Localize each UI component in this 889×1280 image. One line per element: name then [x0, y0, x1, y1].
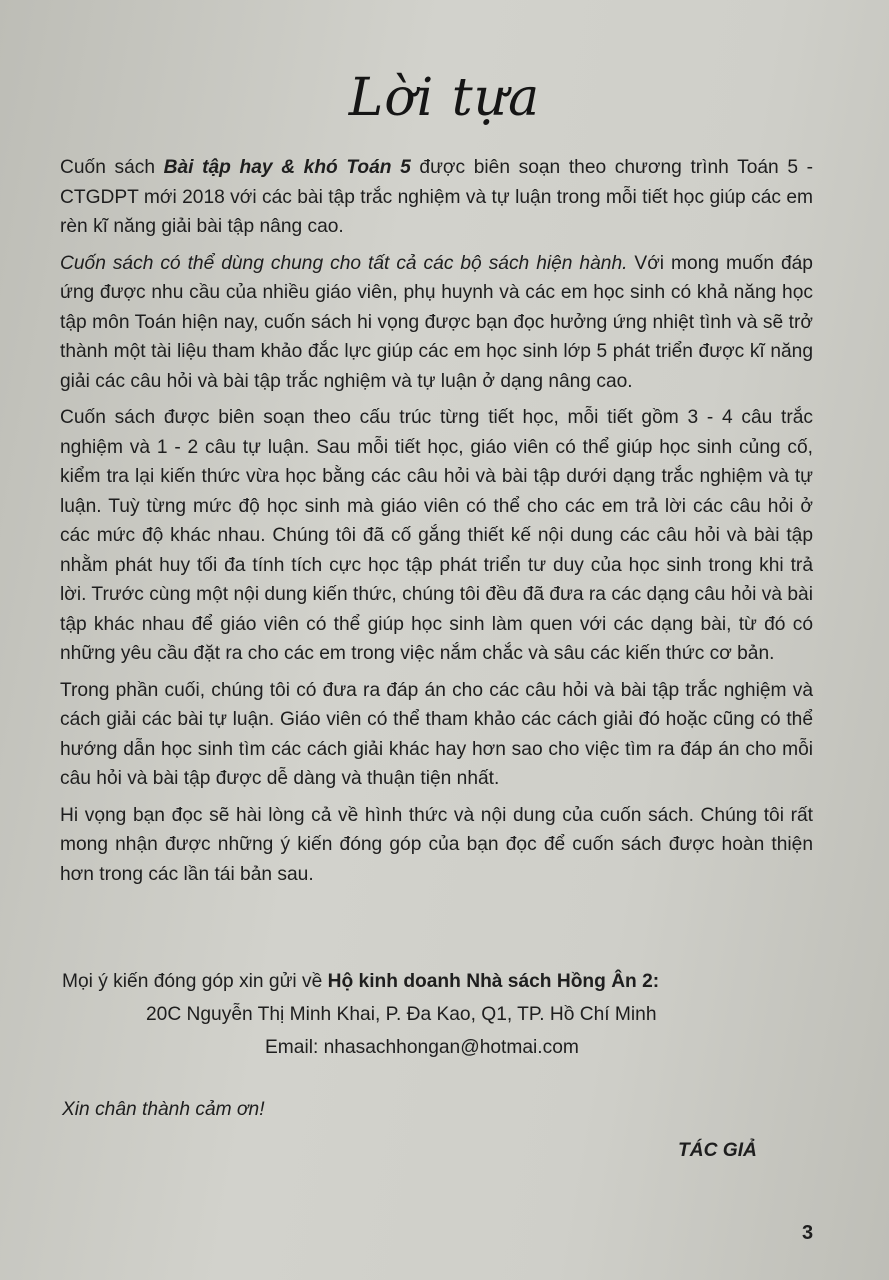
paragraph-5: Hi vọng bạn đọc sẽ hài lòng cả về hình thức và nội dung của cuốn sách. Chúng tôi rất mong nhận được những ý kiến đóng góp của bạn đọc để cuốn sách được hoàn thiện hơn trong các lần tái bản sau. — [60, 804, 813, 885]
publisher-address: 20C Nguyễn Thị Minh Khai, P. Đa Kao, Q1, TP. Hồ Chí Minh — [146, 1004, 657, 1025]
publisher-name: Hộ kinh doanh Nhà sách Hồng Ân 2: — [327, 971, 660, 992]
paragraph-4: Trong phần cuối, chúng tôi có đưa ra đáp án cho các câu hỏi và bài tập trắc nghiệm và cách giải các bài tự luận. Giáo viên có thể tham khảo các cách giải đó hoặc cũng có thể hướng dẫn học sinh tìm các cách giải khác hay hơn sao cho việc tìm ra đáp án cho mỗi câu hỏi và bài tập được dễ dàng và thuận tiện nhất. — [60, 679, 813, 789]
page-title: Lời tựa — [348, 68, 541, 128]
paragraph-1 — [60, 153, 813, 242]
paragraph-1-prefix: Cuốn sách — [60, 157, 164, 178]
paragraph-2 — [60, 249, 813, 397]
paragraph-3: Cuốn sách được biên soạn theo cấu trúc từng tiết học, mỗi tiết gồm 3 - 4 câu trắc nghiệm và 1 - 2 câu tự luận. Sau mỗi tiết học, giáo viên có thể giúp học sinh củng cố, kiểm tra lại kiến thức vừa học bằng các câu hỏi và bài tập dưới dạng trắc nghiệm và tự luận. Tuỳ từng mức độ học sinh mà giáo viên có thể cho các em trả lời các câu hỏi ở các mức độ khác nhau. Chúng tôi đã cố gắng thiết kế nội dung các câu hỏi và bài tập nhằm phát huy tối đa tính tích cực học tập phát triển tư duy của học sinh trong khi trả lời. Trước cùng một nội dung kiến thức, chúng tôi đều đã đưa ra các dạng câu hỏi và bài tập khác nhau để giáo viên có thể giúp học sinh làm quen với các dạng bài, từ đó có những yêu cầu đặt ra cho các em trong việc nắm chắc và sâu các kiến thức cơ bản. — [60, 407, 813, 664]
contact-intro-line — [62, 967, 659, 996]
paragraph-2-italic: Cuốn sách có thể dùng chung cho tất cả các bộ sách hiện hành. — [60, 252, 628, 274]
paragraph-2-rest: Với mong muốn đáp ứng được nhu cầu của nhiều giáo viên, phụ huynh và các em học sinh có khả năng học tập môn Toán hiện nay, cuốn sách hi vọng được bạn đọc hưởng ứng nhiệt tình và sẽ trở thành một tài liệu tham khảo đắc lực giúp các em học sinh lớp 5 phát triển được kĩ năng giải các câu hỏi và bài tập trắc nghiệm và tự luận ở dạng nâng cao. — [60, 252, 813, 392]
book-title: Bài tập hay & khó Toán 5 — [163, 157, 411, 178]
author-signature: TÁC GIẢ — [678, 1140, 757, 1161]
preface-body — [60, 153, 813, 896]
thanks-line: Xin chân thành cảm ơn! — [62, 1099, 265, 1120]
paragraph-1-suffix: được biên soạn theo chương trình Toán 5 - CTGDPT mới 2018 với các bài tập trắc nghiệm và tự luận trong mỗi tiết học giúp các em rèn kĩ năng giải bài tập nâng cao. — [60, 157, 813, 237]
page-number: 3 — [802, 1222, 814, 1244]
contact-intro: Mọi ý kiến đóng góp xin gửi về — [62, 971, 328, 992]
publisher-email: Email: nhasachhongan@hotmai.com — [265, 1037, 579, 1058]
